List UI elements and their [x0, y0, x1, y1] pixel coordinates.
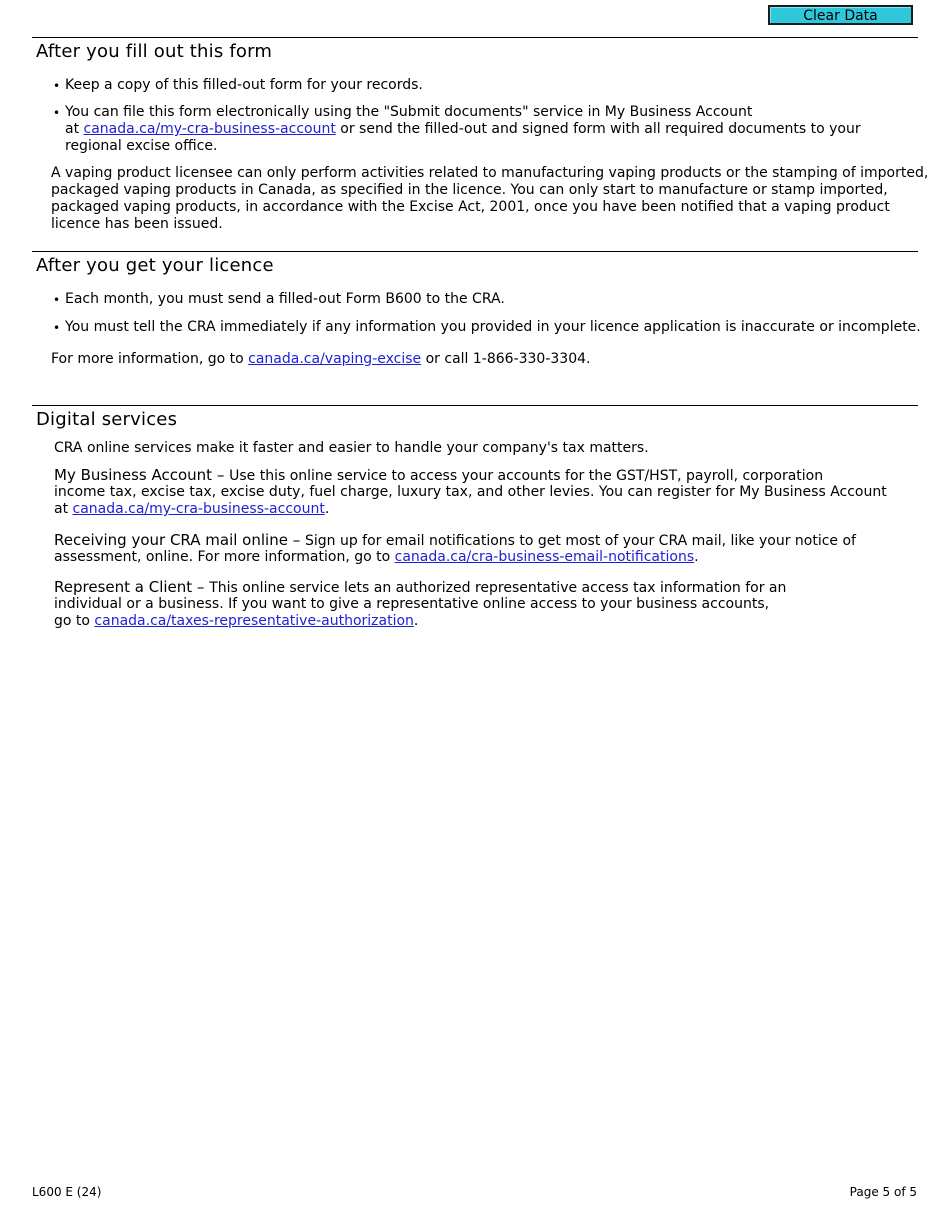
more-info-suffix: or call 1-866-330-3304.	[421, 351, 591, 367]
form-identifier: L600 E (24)	[32, 1185, 102, 1199]
after-licence-bullet-2: You must tell the CRA immediately if any information you provided in your licence application is inaccurate or incomplete.	[65, 319, 921, 335]
my-business-account-link[interactable]: canada.ca/my-cra-business-account	[83, 121, 336, 137]
email-notifications-link[interactable]: canada.ca/cra-business-email-notifications	[394, 549, 695, 565]
mail-term: Receiving your CRA mail online –	[54, 531, 305, 549]
rep-line-2: individual or a business. If you want to give a representative online access to your business accounts,	[54, 596, 770, 612]
mail-line-1	[54, 532, 856, 550]
rep-term: Represent a Client –	[54, 578, 210, 596]
after-fill-bullet-1: Keep a copy of this filled-out form for your records.	[65, 77, 423, 93]
rep-end: .	[413, 613, 419, 629]
clear-data-button[interactable]: Clear Data	[768, 5, 913, 25]
section-divider	[32, 251, 918, 252]
rep-go: go to	[54, 613, 95, 629]
section-title-after-fill: After you fill out this form	[36, 41, 273, 62]
mail-end: .	[694, 549, 699, 565]
mba-line-3	[54, 501, 329, 518]
mba-line-1-text: Use this online service to access your accounts for the GST/HST, payroll, corporation	[229, 468, 824, 484]
vaping-excise-link[interactable]: canada.ca/vaping-excise	[248, 351, 422, 367]
licensee-paragraph-line-4: licence has been issued.	[51, 216, 223, 232]
bullet-icon: •	[53, 321, 61, 335]
mba-register-link[interactable]: canada.ca/my-cra-business-account	[72, 501, 325, 517]
after-fill-bullet-2-at: at	[65, 121, 84, 137]
mba-line-2: income tax, excise tax, excise duty, fuel charge, luxury tax, and other levies. You can register for My Business Account	[54, 484, 887, 500]
more-info-line	[51, 351, 590, 368]
mba-end: .	[324, 501, 330, 517]
after-fill-bullet-2-line-2	[65, 121, 861, 138]
mail-line-1-text: Sign up for email notifications to get most of your CRA mail, like your notice of	[304, 533, 856, 549]
mail-line-2-prefix: assessment, online. For more information, go to	[54, 549, 395, 565]
bullet-icon: •	[53, 79, 61, 93]
rep-line-1-text: This online service lets an authorized representative access tax information for an	[209, 580, 787, 596]
after-fill-bullet-2-rest: or send the filled-out and signed form with all required documents to your	[335, 121, 861, 137]
after-fill-bullet-2-line-1: You can file this form electronically using the "Submit documents" service in My Business Account	[65, 104, 753, 120]
representative-authorization-link[interactable]: canada.ca/taxes-representative-authorization	[94, 613, 414, 629]
bullet-icon: •	[53, 293, 61, 307]
rep-line-1	[54, 579, 786, 597]
licensee-paragraph-line-2: packaged vaping products in Canada, as specified in the licence. You can only start to manufacture or stamp imported,	[51, 182, 888, 198]
section-divider	[32, 405, 918, 406]
rep-line-3	[54, 613, 418, 630]
after-fill-bullet-2-line-3: regional excise office.	[65, 138, 218, 154]
mba-term: My Business Account –	[54, 466, 230, 484]
section-title-after-licence: After you get your licence	[36, 255, 274, 276]
licensee-paragraph-line-1: A vaping product licensee can only perform activities related to manufacturing vaping products or the stamping of imported,	[51, 165, 929, 181]
section-divider	[32, 37, 918, 38]
mail-line-2	[54, 549, 699, 566]
mba-at: at	[54, 501, 73, 517]
licensee-paragraph-line-3: packaged vaping products, in accordance with the Excise Act, 2001, once you have been notified that a vaping product	[51, 199, 890, 215]
digital-intro: CRA online services make it faster and easier to handle your company's tax matters.	[54, 440, 649, 456]
page-number: Page 5 of 5	[849, 1185, 917, 1199]
after-licence-bullet-1: Each month, you must send a filled-out Form B600 to the CRA.	[65, 291, 505, 307]
more-info-prefix: For more information, go to	[51, 351, 249, 367]
bullet-icon: •	[53, 106, 61, 120]
section-title-digital-services: Digital services	[36, 409, 178, 430]
mba-line-1	[54, 467, 823, 485]
